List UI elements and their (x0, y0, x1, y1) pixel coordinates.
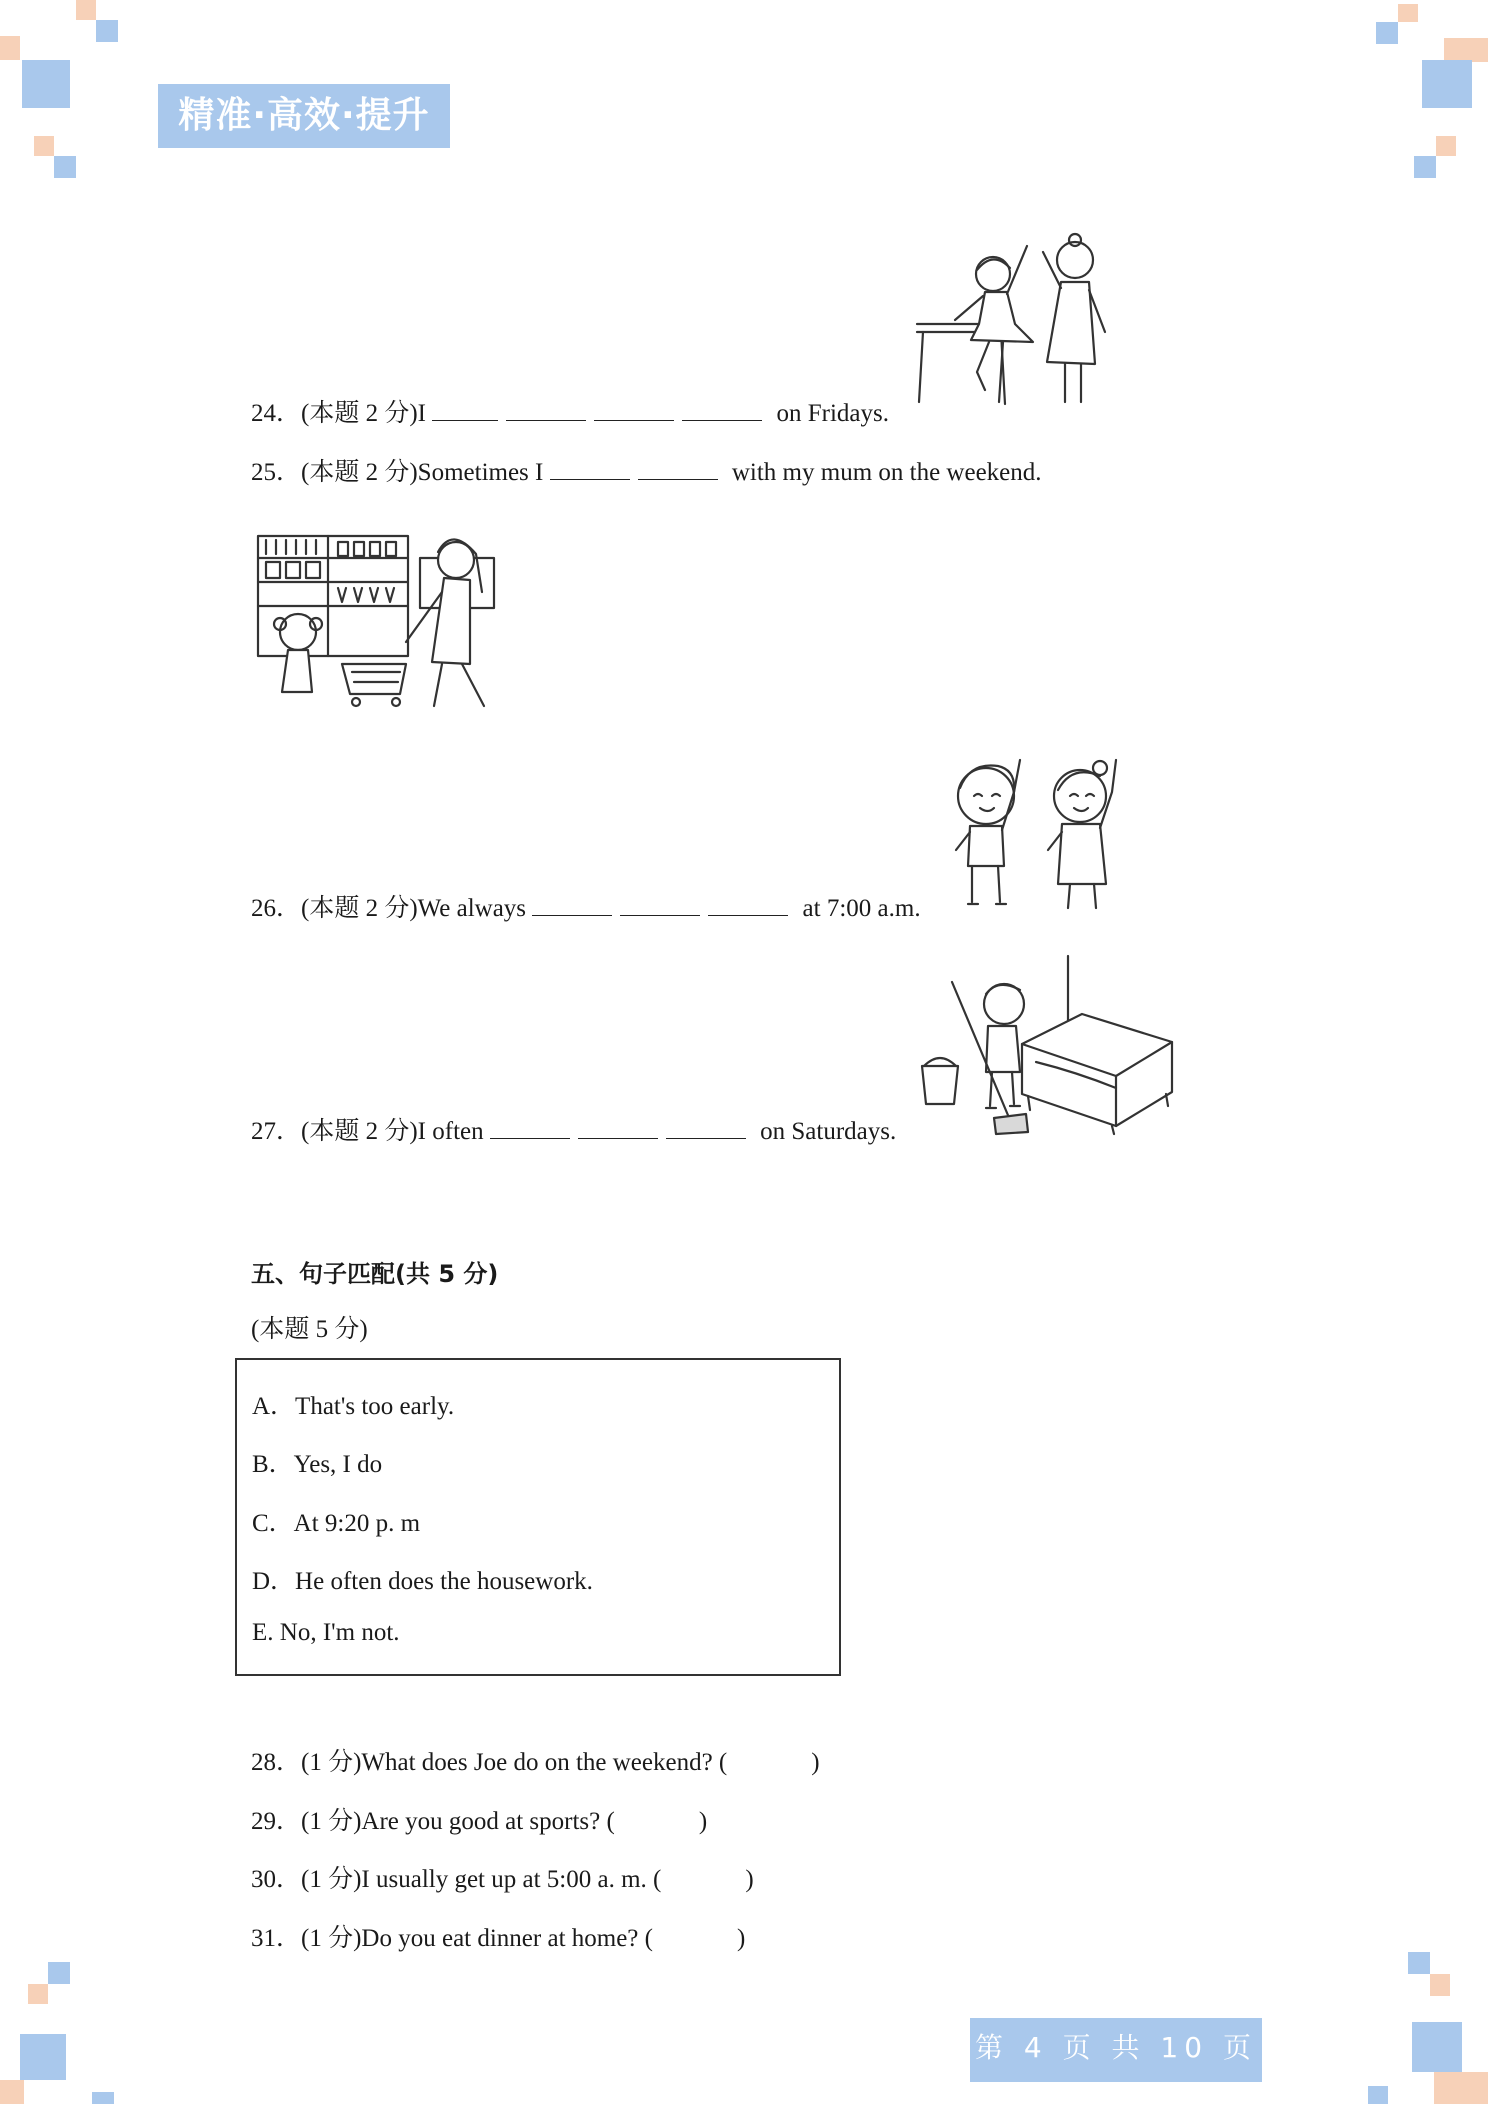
answer-blank[interactable] (506, 396, 586, 421)
answer-blank[interactable] (620, 891, 700, 916)
page-indicator: 第 4 页 共 10 页 (970, 2018, 1262, 2082)
option-b: B．Yes, I do (252, 1451, 383, 1478)
deco-square (28, 1984, 48, 2004)
deco-square (1434, 2072, 1488, 2104)
question-text: (1 分)I usually get up at 5:00 a. m. ( (301, 1866, 662, 1893)
option-a: A．That's too early. (252, 1393, 455, 1420)
deco-square (1422, 60, 1472, 108)
option-c: C．At 9:20 p. m (252, 1510, 421, 1537)
answer-blank[interactable] (432, 396, 498, 421)
question-28 (251, 1747, 820, 1779)
question-text-before: We always (417, 895, 527, 922)
question-30 (251, 1864, 754, 1896)
question-31 (251, 1923, 745, 1955)
kids-exercising-illustration (940, 752, 1130, 914)
boy-mopping-floor-illustration (916, 954, 1176, 1136)
question-29 (251, 1806, 707, 1838)
question-text-after: on Fridays. (776, 400, 889, 427)
question-score: (本题 2 分) (301, 459, 418, 486)
deco-square (1408, 1952, 1430, 1974)
question-text: (1 分)Are you good at sports? ( (301, 1808, 615, 1835)
deco-square (34, 136, 54, 156)
section-score: (本题 5 分) (251, 1316, 368, 1343)
question-27 (251, 1114, 896, 1148)
question-score: (本题 2 分) (301, 400, 418, 427)
deco-square (1368, 2086, 1388, 2104)
answer-blank[interactable] (532, 891, 612, 916)
question-text: ) (698, 1808, 708, 1835)
question-text-before: I often (417, 1118, 484, 1145)
deco-square (0, 36, 20, 60)
question-text-after: at 7:00 a.m. (802, 895, 921, 922)
question-number: 31． (251, 1925, 302, 1952)
answer-blank[interactable] (666, 1114, 746, 1139)
deco-square (1376, 22, 1398, 44)
deco-square (1398, 4, 1418, 22)
option-e: E. No, I'm not. (252, 1619, 400, 1646)
deco-square (54, 156, 76, 178)
question-25 (251, 455, 1042, 489)
answer-blank[interactable] (638, 455, 718, 480)
question-text-before: I (417, 400, 426, 427)
question-text-before: Sometimes I (417, 459, 544, 486)
question-score: (本题 2 分) (301, 895, 418, 922)
answer-blank[interactable] (550, 455, 630, 480)
deco-square (1436, 136, 1456, 156)
deco-square (22, 60, 70, 108)
deco-square (96, 20, 118, 42)
answer-blank[interactable] (490, 1114, 570, 1139)
deco-square (1412, 2022, 1462, 2072)
deco-square (48, 1962, 70, 1984)
deco-square (20, 2034, 66, 2080)
answer-blank[interactable] (594, 396, 674, 421)
answer-blank[interactable] (682, 396, 762, 421)
deco-square (1444, 38, 1488, 62)
question-text: (1 分)Do you eat dinner at home? ( (301, 1925, 653, 1952)
deco-square (92, 2092, 114, 2104)
section-title: 五、句子匹配(共 5 分) (251, 1260, 499, 1288)
supermarket-shopping-illustration (256, 532, 498, 708)
question-text: ) (736, 1925, 746, 1952)
question-24 (251, 396, 889, 430)
question-number: 29． (251, 1808, 302, 1835)
deco-square (76, 0, 96, 20)
question-number: 24． (251, 400, 302, 427)
question-score: (本题 2 分) (301, 1118, 418, 1145)
option-d: D．He often does the housework. (252, 1568, 593, 1595)
question-number: 30． (251, 1866, 302, 1893)
question-text: ) (811, 1749, 820, 1776)
question-number: 26． (251, 895, 302, 922)
answer-blank[interactable] (708, 891, 788, 916)
deco-square (1414, 156, 1436, 178)
question-text: (1 分)What does Joe do on the weekend? ( (301, 1749, 728, 1776)
deco-square (1430, 1974, 1450, 1996)
question-text-after: with my mum on the weekend. (731, 459, 1042, 486)
question-text: ) (745, 1866, 754, 1893)
answer-blank[interactable] (578, 1114, 658, 1139)
header-banner: 精准·高效·提升 (158, 84, 450, 148)
question-number: 28． (251, 1749, 302, 1776)
ballet-dancers-illustration (915, 232, 1121, 412)
deco-square (0, 2080, 24, 2104)
question-number: 25． (251, 459, 302, 486)
question-text-after: on Saturdays. (760, 1118, 897, 1145)
question-26 (251, 891, 921, 925)
options-box (235, 1358, 841, 1676)
question-number: 27． (251, 1118, 302, 1145)
